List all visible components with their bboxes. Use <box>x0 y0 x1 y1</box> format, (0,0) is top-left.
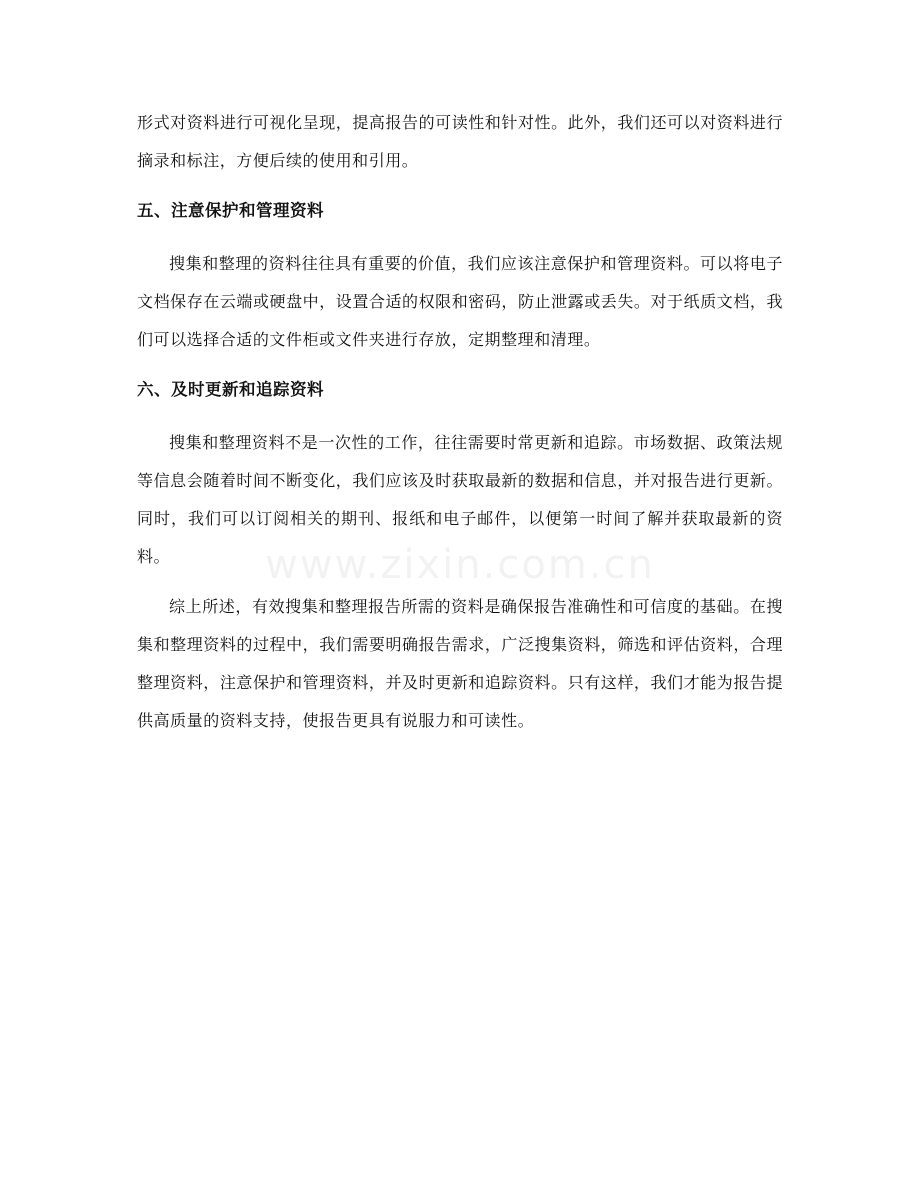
section-5-heading: 五、注意保护和管理资料 <box>137 201 324 220</box>
conclusion-paragraph: 综上所述，有效搜集和整理报告所需的资料是确保报告准确性和可信度的基础。在搜集和整理资料的过程中，我们需要明确报告需求，广泛搜集资料，筛选和评估资料，合理整理资料，注意保护和管理资料，并及时更新和追踪资料。只有这样，我们才能为报告提供高质量的资料支持，使报告更具有说服力和可读性。 <box>137 597 783 730</box>
section-6-body: 搜集和整理资料不是一次性的工作，往往需要时常更新和追踪。市场数据、政策法规等信息会随着时间不断变化，我们应该及时获取最新的数据和信息，并对报告进行更新。同时，我们可以订阅相关的期刊、报纸和电子邮件，以便第一时间了解并获取最新的资料。 <box>137 433 783 566</box>
watermark: www.zixin.com.cn <box>265 542 655 588</box>
section-6-heading: 六、及时更新和追踪资料 <box>137 380 324 399</box>
paragraph-intro: 形式对资料进行可视化呈现，提高报告的可读性和针对性。此外，我们还可以对资料进行摘录和标注，方便后续的使用和引用。 <box>137 113 783 170</box>
document-body <box>137 104 783 740</box>
section-5-body: 搜集和整理的资料往往具有重要的价值，我们应该注意保护和管理资料。可以将电子文档保存在云端或硬盘中，设置合适的权限和密码，防止泄露或丢失。对于纸质文档，我们可以选择合适的文件柜或文件夹进行存放，定期整理和清理。 <box>137 254 783 349</box>
